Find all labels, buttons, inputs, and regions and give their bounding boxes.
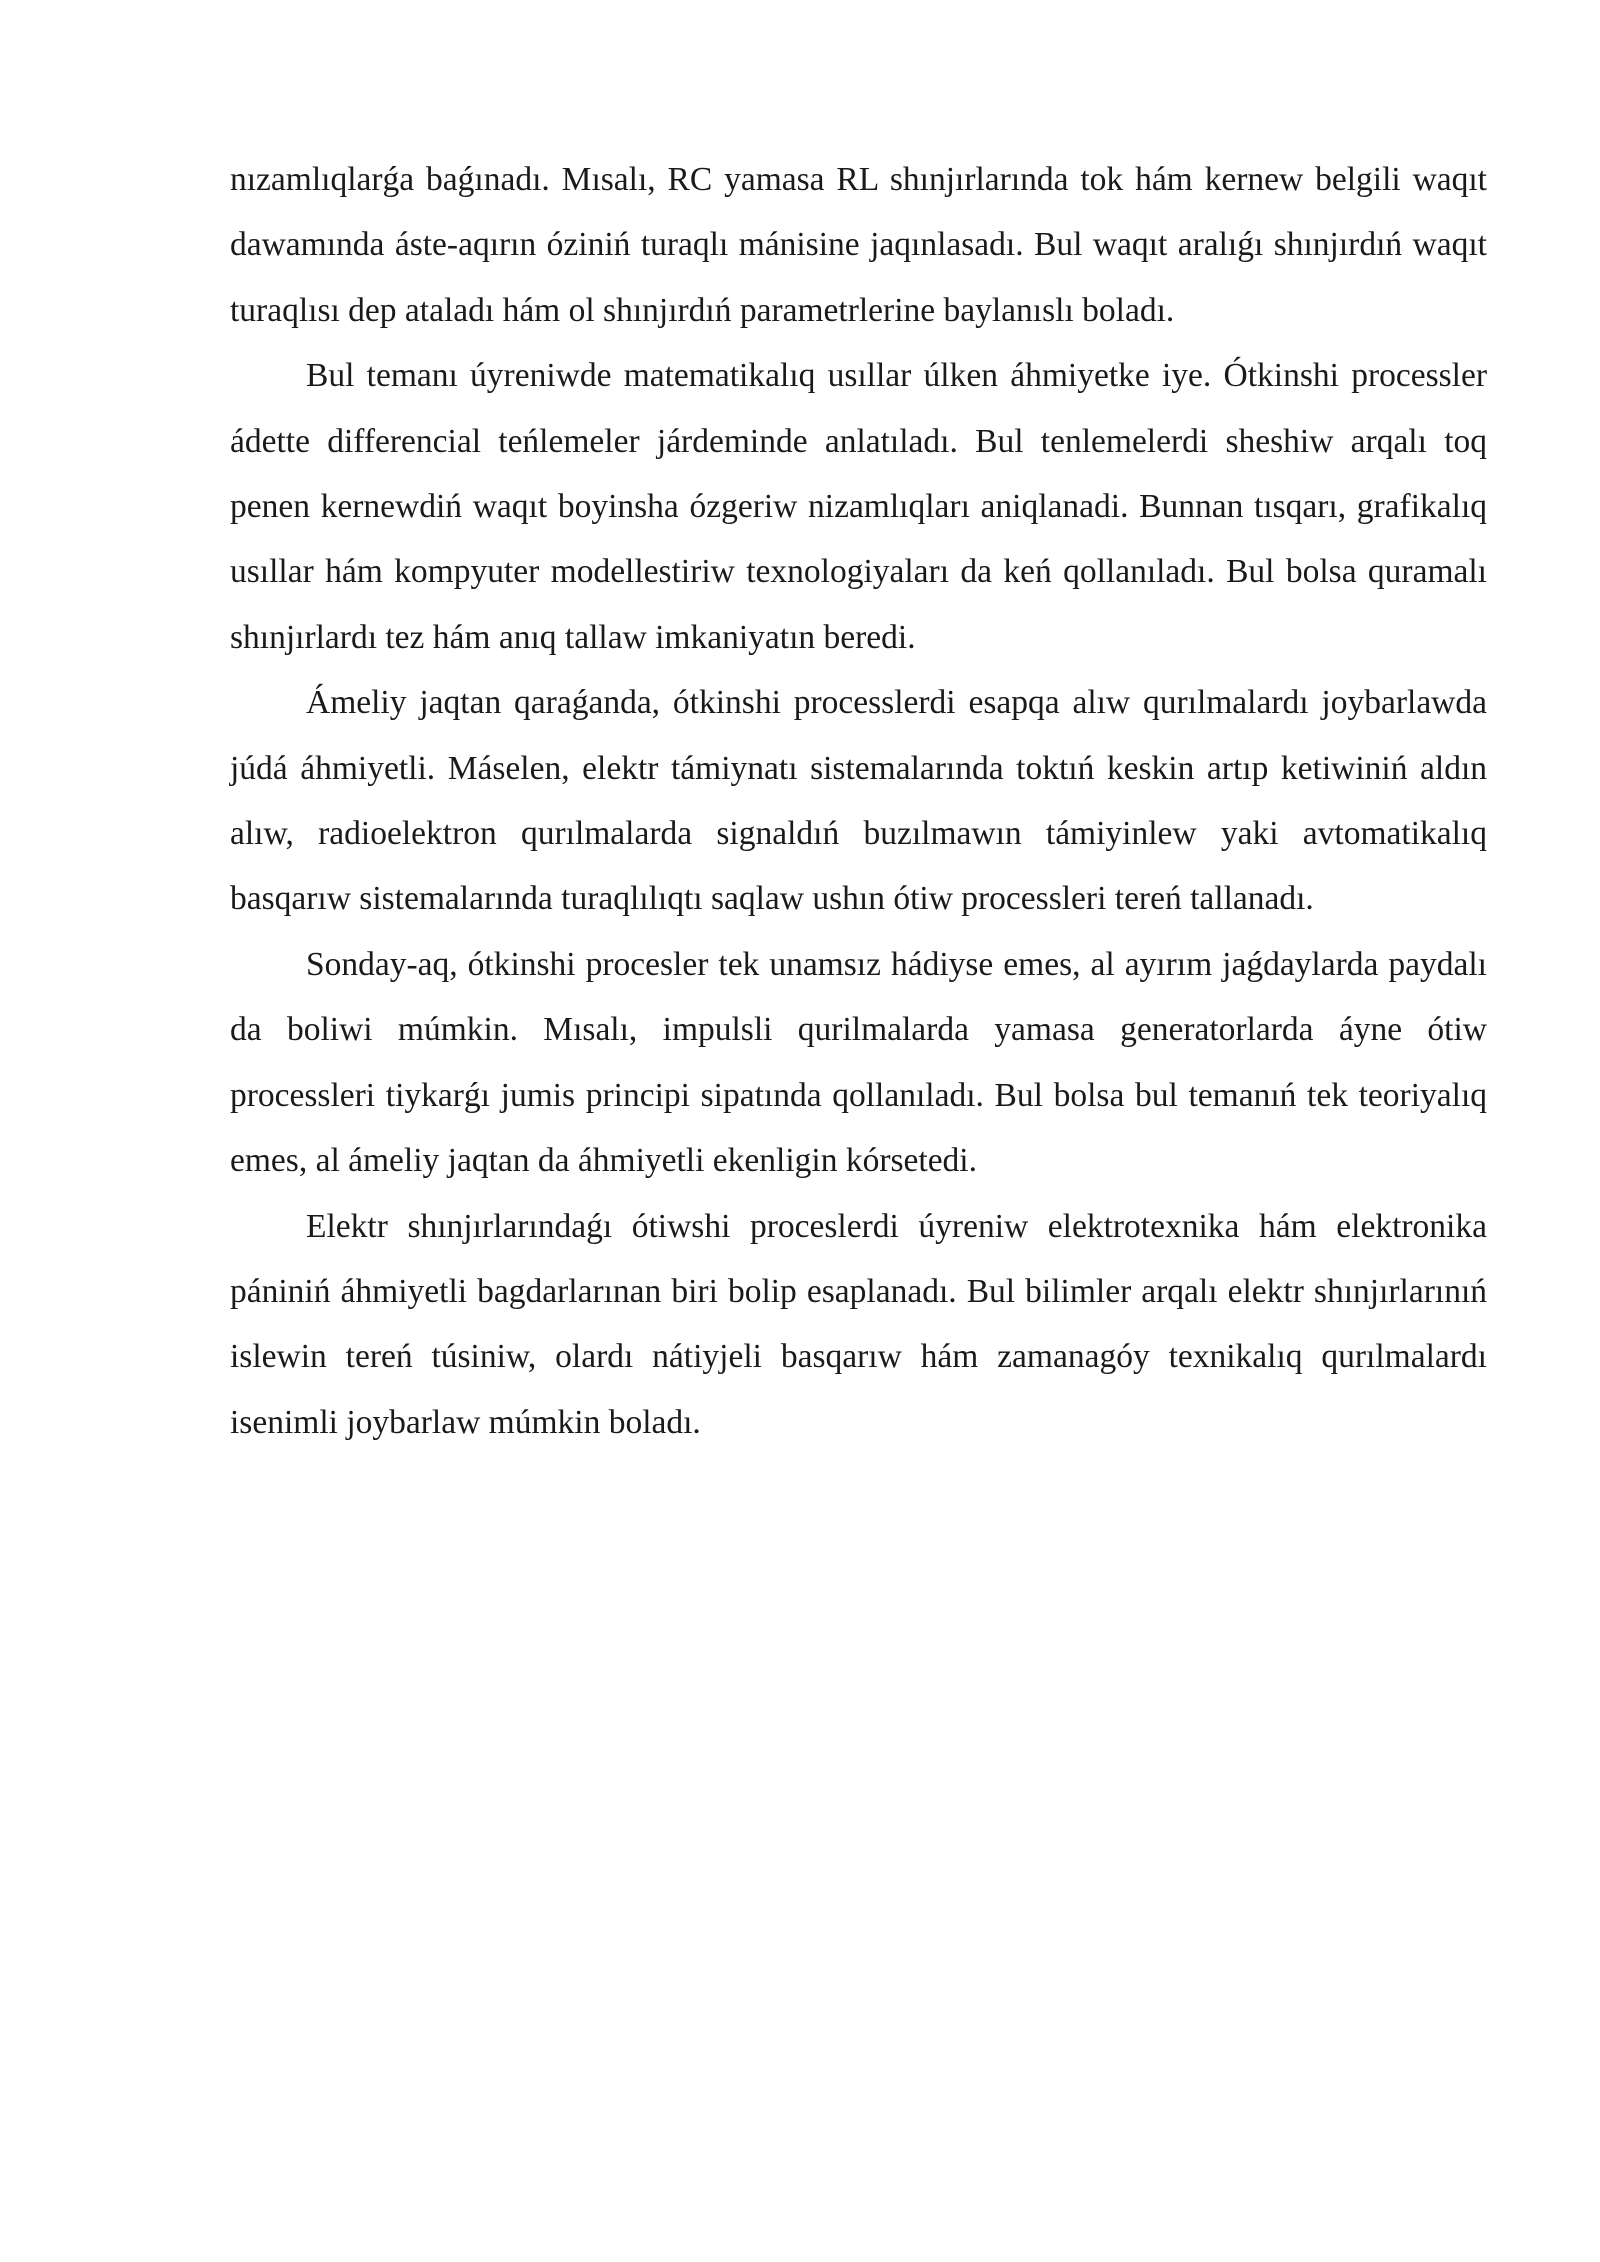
paragraph-mathematical-methods: Bul temanı úyreniwde matematikalıq usıllar úlken áhmiyetke iye. Ótkinshi processler ádette differencial teńlemeler járdeminde anlatıladı. Bul tenlemelerdi sheshiw arqalı toq penen kernewdiń waqıt boyinsha ózgeriw nizamlıqları aniqlanadi. Bunnan tısqarı, grafikalıq usıllar hám kompyuter modellestiriw texnologiyaları da keń qollanıladı. Bul bolsa quramalı shınjırlardı tez hám anıq tallaw imkaniyatın beredi. bbox=[230, 357, 1487, 656]
document-body bbox=[230, 147, 1487, 1455]
paragraph-conclusion: Elektr shınjırlarındaǵı ótiwshi proceslerdi úyreniw elektrotexnika hám elektronika pániniń áhmiyetli bagdarlarınan biri bolip esaplanadı. Bul bilimler arqalı elektr shınjırlarınıń islewin tereń túsiniw, olardı nátiyjeli basqarıw hám zamanagóy texnikalıq qurılmalardı isenimli joybarlaw múmkin boladı. bbox=[230, 1207, 1487, 1441]
paragraph-continuation: nızamlıqlarǵa baǵınadı. Mısalı, RC yamasa RL shınjırlarında tok hám kernew belgili waqıt dawamında áste-aqırın óziniń turaqlı mánisine jaqınlasadı. Bul waqıt aralıǵı shınjırdıń waqıt turaqlısı dep ataladı hám ol shınjırdıń parametrlerine baylanıslı boladı. bbox=[230, 161, 1487, 329]
paragraph-useful-processes: Sonday-aq, ótkinshi procesler tek unamsız hádiyse emes, al ayırım jaǵdaylarda paydalı da boliwi múmkin. Mısalı, impulsli qurilmalarda yamasa generatorlarda áyne ótiw processleri tiykarǵı jumis principi sipatında qollanıladı. Bul bolsa bul temanıń tek teoriyalıq emes, al ámeliy jaqtan da áhmiyetli ekenligin kórsetedi. bbox=[230, 945, 1487, 1180]
paragraph-practical-aspects: Ámeliy jaqtan qaraǵanda, ótkinshi processlerdi esapqa alıw qurılmalardı joybarlawda júdá áhmiyetli. Máselen, elektr támiynatı sistemalarında toktıń keskin artıp ketiwiniń aldın alıw, radioelektron qurılmalarda signaldıń buzılmawın támiyinlew yaki avtomatikalıq basqarıw sistemalarında turaqlılıqtı saqlaw ushın ótiw processleri tereń tallanadı. bbox=[230, 684, 1487, 918]
